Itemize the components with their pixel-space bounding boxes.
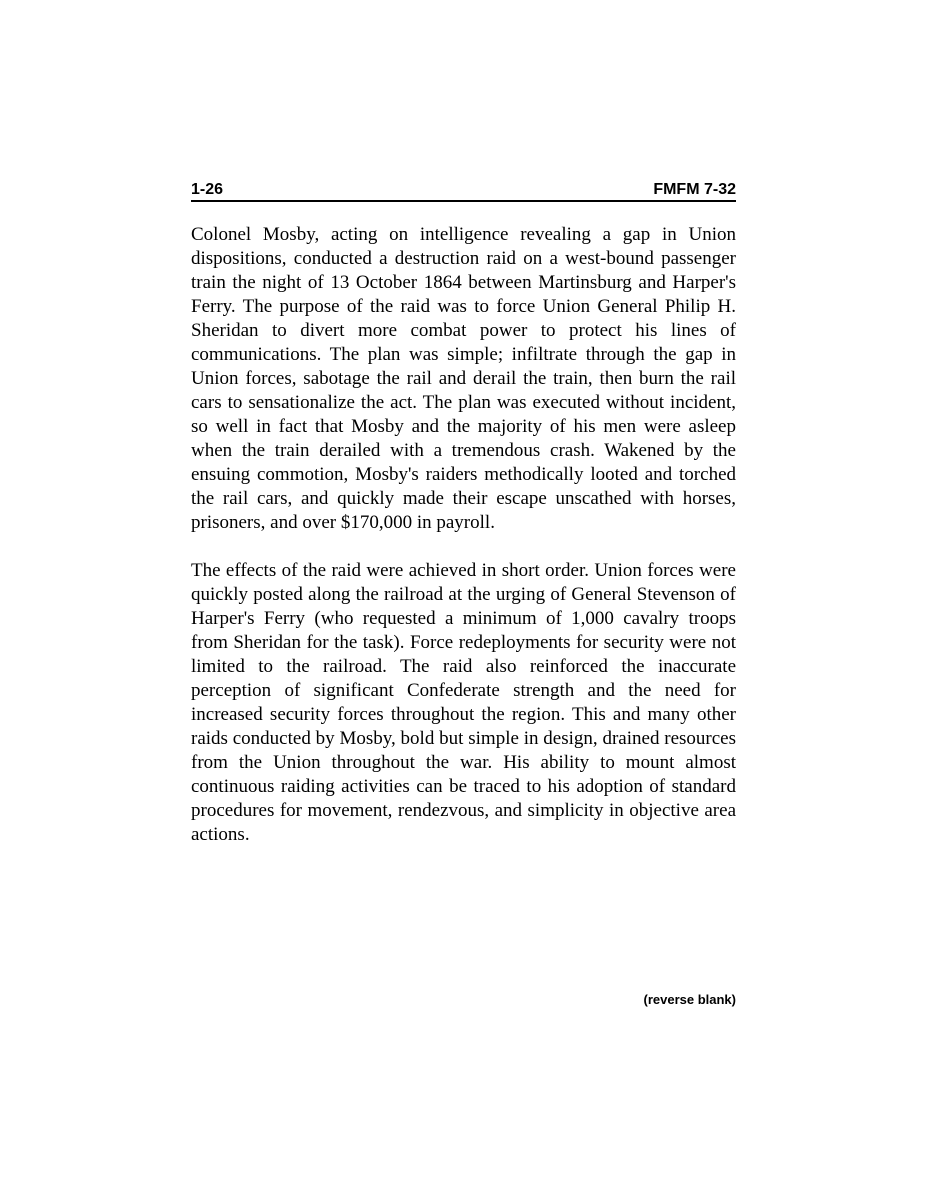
document-id: FMFM 7-32 [653,181,736,198]
page-header [191,180,736,202]
body-text [191,223,736,871]
page-number: 1-26 [191,181,224,198]
paragraph-2: The effects of the raid were achieved in short order. Union forces were quickly posted along the railroad at the urging of General Stevenson of Harper's Ferry (who requested a minimum of 1,000 cavalry troops from Sheridan for the task). Force redeployments for security were not limited to the railroad. The raid also reinforced the inaccurate perception of significant Confederate strength and the need for increased security forces throughout the region. This and many other raids conducted by Mosby, bold but simple in design, drained resources from the Union throughout the war. His ability to mount almost continuous raiding activities can be traced to his adoption of standard procedures for movement, rendezvous, and simplicity in objective area actions. [191,560,736,845]
paragraph-1: Colonel Mosby, acting on intelligence revealing a gap in Union dispositions, conducted a destruction raid on a west-bound passenger train the night of 13 October 1864 between Martinsburg and Harper's Ferry. The purpose of the raid was to force Union General Philip H. Sheridan to divert more combat power to protect his lines of communications. The plan was simple; infiltrate through the gap in Union forces, sabotage the rail and derail the train, then burn the rail cars to sensationalize the act. The plan was executed without incident, so well in fact that Mosby and the majority of his men were asleep when the train derailed with a tremendous crash. Wakened by the ensuing commotion, Mosby's raiders methodically looted and torched the rail cars, and quickly made their escape unscathed with horses, prisoners, and over $170,000 in payroll. [191,224,736,533]
reverse-blank-note: (reverse blank) [643,992,736,1007]
